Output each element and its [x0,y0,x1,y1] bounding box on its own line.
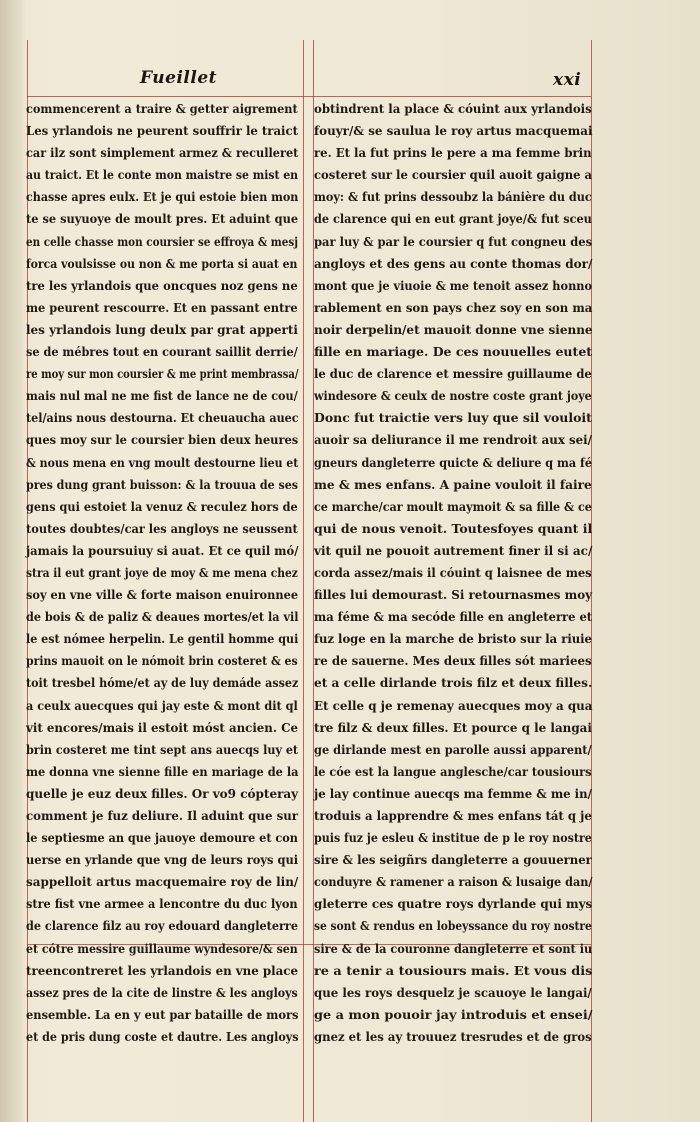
text-line: ensemble. La en y eut par bataille de mors [26,1006,299,1022]
text-line: quelle je euz deux filles. Or vo9 cópteray [26,785,299,801]
text-line: pres dung grant buisson: & la trouua de ses [26,476,298,492]
text-line: au traict. Et le conte mon maistre se mist en [26,167,299,183]
text-line: chasse apres eulx. Et je qui estoie bien mon [26,189,299,205]
text-line: fouyr/& se saulua le roy artus macquemai [314,123,593,139]
text-line: qui de nous venoit. Toutesfoyes quant il [314,520,593,536]
text-line: et de pris dung coste et dautre. Les angloys [26,1028,299,1044]
text-line: assez pres de la cite de linstre & les angloys [26,984,298,1000]
text-line: fille en mariage. De ces nouuelles eutet [314,344,593,360]
text-line: re de sauerne. Mes deux filles sót mariees [314,653,592,669]
text-line: noir derpelin/et mauoit donne vne sienne [314,321,593,337]
text-line: me donna vne sienne fille en mariage de la [26,763,299,779]
text-line: ge a mon pouoir jay introduis et ensei/ [314,1006,593,1022]
text-line: auoir sa deliurance il me rendroit aux sei/ [314,432,592,448]
text-line: jamais la poursuiuy si auat. Et ce quil mó/ [26,542,299,558]
text-line: gens qui estoiet la venuz & reculez hors de [26,498,298,514]
text-line: Donc fut traictie vers luy que sil vouloit [314,410,592,426]
text-line: costeret sur le coursier quil auoit gaigne a [314,167,593,183]
text-line: comment je fuz deliure. Il aduint que sur [26,808,298,823]
text-line: soy en vne ville & forte maison enuironnee [26,587,299,603]
text-line: te se suyuoye de moult pres. Et aduint que [26,211,299,227]
binding-shadow [0,0,26,1122]
text-line: mais nul mal ne me fist de lance ne de cou/ [26,388,298,404]
text-line: corda assez/mais il cóuint q laisnee de mes [314,564,592,580]
text-line: commencerent a traire & getter aigrement [26,101,298,116]
text-line: le septiesme an que jauoye demoure et con [26,830,298,846]
text-line: sire & de la couronne dangleterre et sont iu [314,940,593,956]
text-line: puis fuz je esleu & institue de p le roy nostre [314,830,592,846]
text-line: de clarence qui en eut grant joye/& fut sceu [314,211,592,227]
text-line: forca voulsisse ou non & me porta si auat en [26,255,298,271]
text-line: tre filz & deux filles. Et pource q le langai [314,719,592,735]
text-line: tre les yrlandois que oncques noz gens ne [26,277,298,293]
text-line: Et celle q je remenay auecques moy a qua [314,697,593,713]
text-line: brin costeret me tint sept ans auecqs luy et [26,741,299,757]
text-line: et a celle dirlande trois filz et deux filles. [314,675,593,691]
text-line: me peurent rescourre. Et en passant entre [26,299,298,315]
text-line: par luy & par le coursier q fut congneu des [314,233,593,249]
text-line: gneurs dangleterre quicte & deliure q ma fé [314,454,593,470]
text-line: moy: & fut prins dessoubz la bánière du duc [314,189,592,205]
text-line: a ceulx auecques qui jay este & mont dit ql [26,697,298,713]
text-line: les yrlandois lung deulx par grat apperti [26,321,298,337]
text-line: stra il eut grant joye de moy & me mena chez [26,564,298,580]
text-line: gleterre ces quatre roys dyrlande qui mys [314,896,593,912]
left-folio-heading: Fueillet [140,68,217,88]
text-line: conduyre & ramener a raison & lusaige dan/ [314,874,593,890]
text-line: ce marche/car moult maymoit & sa fille & ce [314,498,592,514]
text-line: stre fist vne armee a lencontre du duc lyon [26,896,298,912]
text-line: toit tresbel hóme/et ay de luy demáde assez [26,675,299,691]
text-line: me & mes enfans. A paine vouloit il faire [314,476,592,492]
left-text-column [26,98,298,1048]
text-line: vit quil ne pouoit autrement finer il si ac/ [314,542,593,558]
text-line: treencontreret les yrlandois en vne place [26,962,299,978]
right-text-column [314,98,592,1048]
text-line: tel/ains nous destourna. Et cheuaucha auec [26,410,299,426]
text-line: angloys et des gens au conte thomas dor/ [314,255,593,271]
text-line: le cóe est la langue anglesche/car tousiours [314,763,592,779]
text-line: Les yrlandois ne peurent souffrir le traict [26,123,299,139]
text-line: & nous mena en vng moult destourne lieu et [26,454,299,470]
text-line: windesore & ceulx de nostre coste grant joye [314,388,592,404]
text-line: filles lui demourast. Si retournasmes moy [314,587,593,603]
text-line: obtindrent la place & cóuint aux yrlandois [314,101,592,116]
text-line: de bois & de paliz & deaues mortes/et la vil [26,609,299,625]
text-line: et cótre messire guillaume wyndesore/& sen [26,940,298,956]
text-line: se sont & rendus en lobeyssance du roy nostre [314,918,592,934]
top-rule [27,96,591,97]
text-line: en celle chasse mon coursier se effroya & mesj [26,233,298,249]
text-line: vit encores/mais il estoit móst ancien. Ce [26,719,298,735]
text-line: sappelloit artus macquemaire roy de lin/ [26,874,299,890]
text-line: ma féme & ma secóde fille en angleterre et [314,609,593,625]
text-line: troduis a lapprendre & mes enfans tát q je [314,808,592,823]
text-line: mont que je viuoie & me tenoit assez honno [314,277,593,293]
text-line: car ilz sont simplement armez & reculleret [26,145,299,161]
text-line: je lay continue auecqs ma femme & me in/ [314,785,592,801]
text-line: le est nómee herpelin. Le gentil homme qui [26,631,299,647]
text-line: ques moy sur le coursier bien deux heures [26,432,299,448]
text-line: re moy sur mon coursier & me print membrassa/ [26,366,299,382]
text-line: se de mébres tout en courant saillit derrie/ [26,344,298,360]
text-line: gnez et les ay trouuez tresrudes et de gros [314,1028,592,1044]
text-line: rablement en son pays chez soy en son ma [314,299,593,315]
text-line: re a tenir a tousiours mais. Et vous dis [314,962,593,978]
text-line: prins mauoit on le nómoit brin costeret & es [26,653,298,669]
gutter-rule-left [303,40,304,1122]
text-line: toutes doubtes/car les angloys ne seussent [26,520,298,536]
right-folio-number: xxi [553,70,582,90]
text-line: sire & les seigñrs dangleterre a gouuerner [314,852,592,868]
text-line: le duc de clarence et messire guillaume de [314,366,592,382]
text-line: uerse en yrlande que vng de leurs roys qui [26,852,299,868]
text-line: ge dirlande mest en parolle aussi apparent/ [314,741,592,757]
text-line: que les roys desquelz je scauoye le langai/ [314,984,592,1000]
text-line: fuz loge en la marche de bristo sur la riuie [314,631,592,647]
text-line: re. Et la fut prins le pere a ma femme brin [314,145,592,161]
text-line: de clarence filz au roy edouard dangleterre [26,918,299,934]
